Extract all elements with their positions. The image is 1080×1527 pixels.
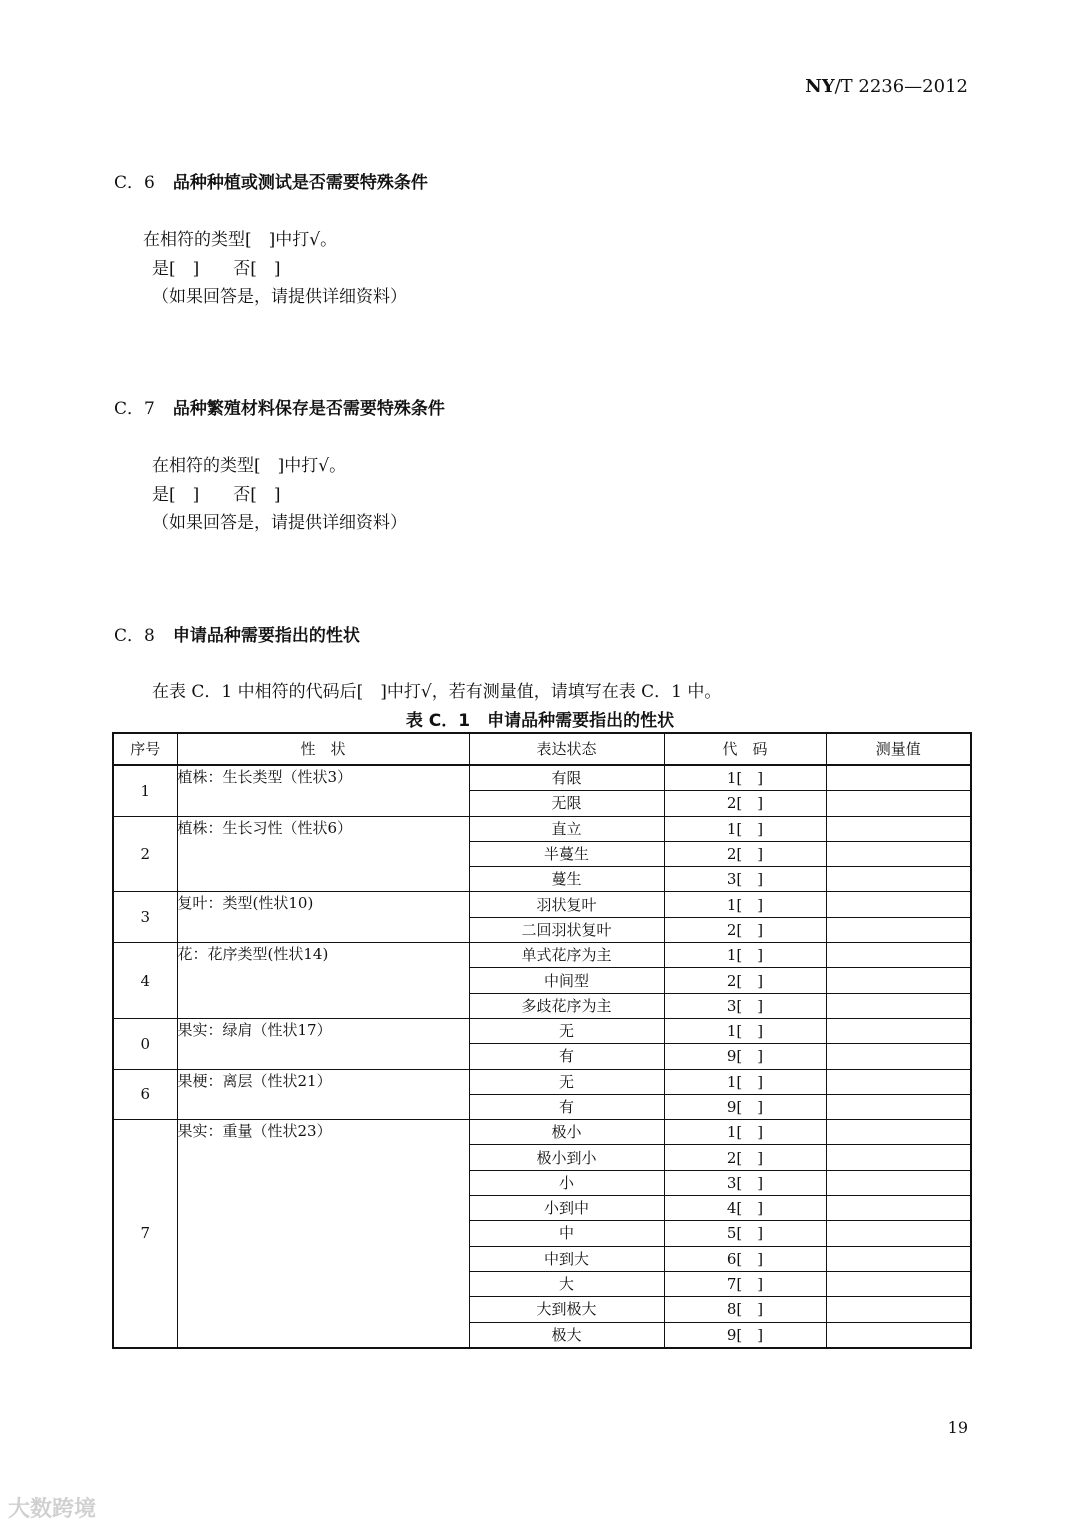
trait-name: 果实：绿肩（性状17） — [177, 1018, 469, 1069]
table-row — [113, 816, 971, 841]
section-c7-heading: C．7 品种繁殖材料保存是否需要特殊条件 — [114, 399, 445, 419]
measurement-cell[interactable] — [826, 1094, 971, 1119]
section-c7-instruction: 在相符的类型[ ]中打√。 — [152, 456, 347, 476]
expression-state: 极小 — [469, 1120, 664, 1145]
trait-name: 植株：生长习性（性状6） — [177, 816, 469, 892]
measurement-cell[interactable] — [826, 791, 971, 816]
expression-state: 无 — [469, 1069, 664, 1094]
code-checkbox[interactable]: 1[ ] — [664, 892, 826, 917]
code-checkbox[interactable]: 3[ ] — [664, 1170, 826, 1195]
section-c7-options: 是[ ] 否[ ] — [152, 485, 281, 505]
col-header-code: 代 码 — [664, 733, 826, 765]
code-checkbox[interactable]: 1[ ] — [664, 816, 826, 841]
code-checkbox[interactable]: 1[ ] — [664, 1120, 826, 1145]
standard-code: NY/T 2236—2012 — [805, 76, 968, 97]
measurement-cell[interactable] — [826, 1271, 971, 1296]
code-checkbox[interactable]: 1[ ] — [664, 1018, 826, 1043]
measurement-cell[interactable] — [826, 841, 971, 866]
table-title: 表 C．1 申请品种需要指出的性状 — [405, 711, 675, 731]
expression-state: 无限 — [469, 791, 664, 816]
watermark-logo: 大数跨境 — [8, 1497, 97, 1522]
code-checkbox[interactable]: 2[ ] — [664, 917, 826, 942]
section-c7-note: （如果回答是，请提供详细资料） — [152, 513, 407, 533]
expression-state: 极小到小 — [469, 1145, 664, 1170]
row-index: 0 — [113, 1018, 177, 1069]
expression-state: 小 — [469, 1170, 664, 1195]
row-index: 2 — [113, 816, 177, 892]
measurement-cell[interactable] — [826, 1170, 971, 1195]
expression-state: 有 — [469, 1044, 664, 1069]
trait-name: 果梗：离层（性状21） — [177, 1069, 469, 1120]
expression-state: 大 — [469, 1271, 664, 1296]
section-c6-options: 是[ ] 否[ ] — [152, 259, 281, 279]
measurement-cell[interactable] — [826, 1246, 971, 1271]
row-index: 4 — [113, 943, 177, 1019]
code-checkbox[interactable]: 1[ ] — [664, 943, 826, 968]
measurement-cell[interactable] — [826, 1322, 971, 1348]
trait-name: 花：花序类型(性状14) — [177, 943, 469, 1019]
table-row — [113, 1069, 971, 1094]
table-row — [113, 943, 971, 968]
code-checkbox[interactable]: 3[ ] — [664, 993, 826, 1018]
section-c6-instruction: 在相符的类型[ ]中打√。 — [143, 230, 338, 250]
expression-state: 有 — [469, 1094, 664, 1119]
measurement-cell[interactable] — [826, 892, 971, 917]
measurement-cell[interactable] — [826, 917, 971, 942]
trait-name: 植株：生长类型（性状3） — [177, 765, 469, 816]
row-index: 7 — [113, 1120, 177, 1348]
measurement-cell[interactable] — [826, 1145, 971, 1170]
expression-state: 无 — [469, 1018, 664, 1043]
expression-state: 中 — [469, 1221, 664, 1246]
measurement-cell[interactable] — [826, 765, 971, 791]
col-header-trait: 性 状 — [177, 733, 469, 765]
measurement-cell[interactable] — [826, 993, 971, 1018]
expression-state: 蔓生 — [469, 867, 664, 892]
expression-state: 半蔓生 — [469, 841, 664, 866]
expression-state: 有限 — [469, 765, 664, 791]
code-checkbox[interactable]: 8[ ] — [664, 1297, 826, 1322]
measurement-cell[interactable] — [826, 1120, 971, 1145]
table-row — [113, 765, 971, 791]
row-index: 1 — [113, 765, 177, 816]
measurement-cell[interactable] — [826, 1044, 971, 1069]
row-index: 3 — [113, 892, 177, 943]
expression-state: 极大 — [469, 1322, 664, 1348]
trait-name: 果实：重量（性状23） — [177, 1120, 469, 1348]
table-header-row — [113, 733, 971, 765]
table-row — [113, 1018, 971, 1043]
measurement-cell[interactable] — [826, 867, 971, 892]
measurement-cell[interactable] — [826, 816, 971, 841]
col-header-measure: 测量值 — [826, 733, 971, 765]
code-checkbox[interactable]: 2[ ] — [664, 1145, 826, 1170]
table-row — [113, 1120, 971, 1145]
section-c8-instruction: 在表 C．1 中相符的代码后[ ]中打√，若有测量值，请填写在表 C．1 中。 — [152, 682, 722, 702]
row-index: 6 — [113, 1069, 177, 1120]
code-checkbox[interactable]: 9[ ] — [664, 1094, 826, 1119]
section-c8-heading: C．8 申请品种需要指出的性状 — [114, 626, 360, 646]
expression-state: 多歧花序为主 — [469, 993, 664, 1018]
expression-state: 中间型 — [469, 968, 664, 993]
trait-name: 复叶：类型(性状10) — [177, 892, 469, 943]
code-checkbox[interactable]: 2[ ] — [664, 841, 826, 866]
measurement-cell[interactable] — [826, 1069, 971, 1094]
code-checkbox[interactable]: 2[ ] — [664, 791, 826, 816]
expression-state: 大到极大 — [469, 1297, 664, 1322]
page-number: 19 — [947, 1418, 968, 1437]
expression-state: 小到中 — [469, 1196, 664, 1221]
code-checkbox[interactable]: 9[ ] — [664, 1322, 826, 1348]
code-checkbox[interactable]: 1[ ] — [664, 765, 826, 791]
expression-state: 直立 — [469, 816, 664, 841]
expression-state: 中到大 — [469, 1246, 664, 1271]
code-checkbox[interactable]: 6[ ] — [664, 1246, 826, 1271]
measurement-cell[interactable] — [826, 1297, 971, 1322]
col-header-state: 表达状态 — [469, 733, 664, 765]
measurement-cell[interactable] — [826, 968, 971, 993]
code-checkbox[interactable]: 1[ ] — [664, 1069, 826, 1094]
expression-state: 羽状复叶 — [469, 892, 664, 917]
section-c6-heading: C．6 品种种植或测试是否需要特殊条件 — [114, 173, 428, 193]
measurement-cell[interactable] — [826, 1018, 971, 1043]
measurement-cell[interactable] — [826, 943, 971, 968]
traits-table — [112, 732, 972, 1349]
expression-state: 二回羽状复叶 — [469, 917, 664, 942]
code-checkbox[interactable]: 3[ ] — [664, 867, 826, 892]
section-c6-note: （如果回答是，请提供详细资料） — [152, 287, 407, 307]
measurement-cell[interactable] — [826, 1196, 971, 1221]
code-checkbox[interactable]: 4[ ] — [664, 1196, 826, 1221]
measurement-cell[interactable] — [826, 1221, 971, 1246]
col-header-index: 序号 — [113, 733, 177, 765]
table-row — [113, 892, 971, 917]
code-checkbox[interactable]: 2[ ] — [664, 968, 826, 993]
code-checkbox[interactable]: 9[ ] — [664, 1044, 826, 1069]
code-checkbox[interactable]: 7[ ] — [664, 1271, 826, 1296]
expression-state: 单式花序为主 — [469, 943, 664, 968]
code-checkbox[interactable]: 5[ ] — [664, 1221, 826, 1246]
